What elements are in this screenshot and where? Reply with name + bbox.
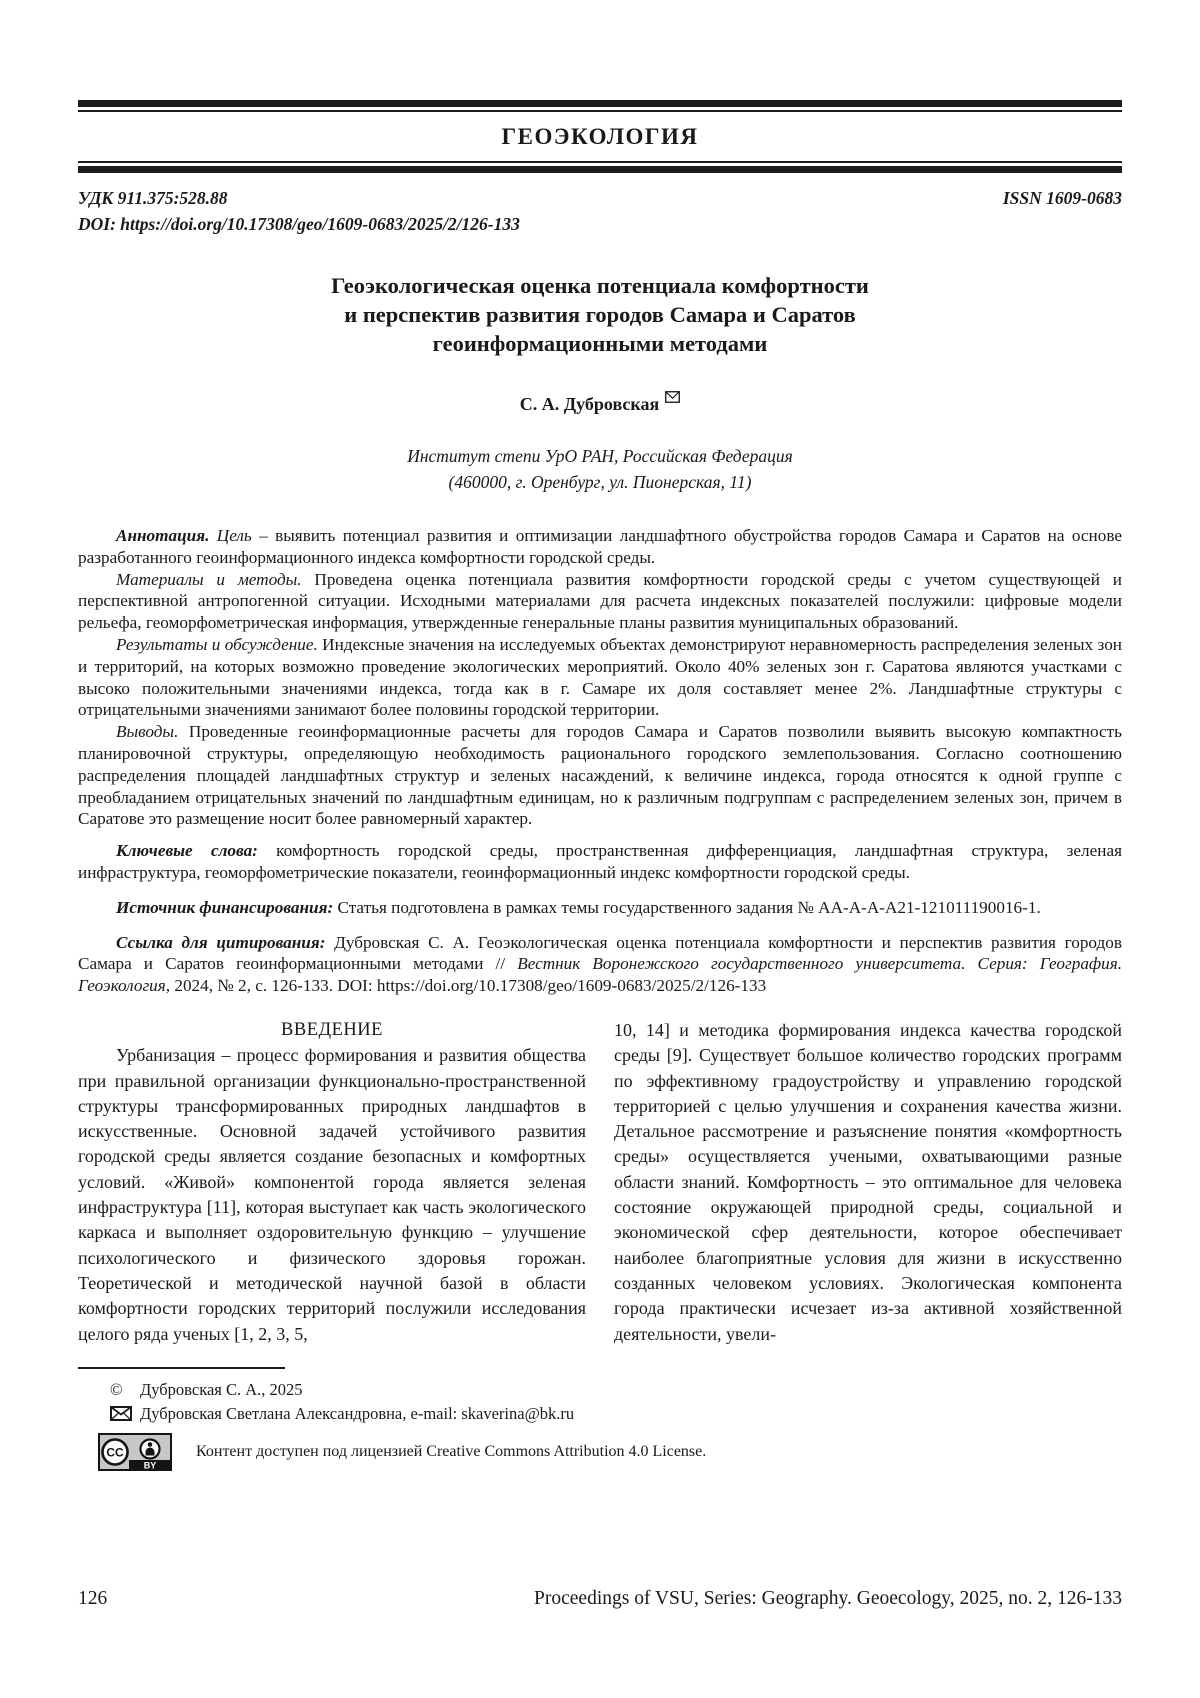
citation-paragraph [78,932,1122,997]
journal-footer-line: Proceedings of VSU, Series: Geography. Geoecology, 2025, no. 2, 126-133 [534,1588,1122,1609]
citation-journal-name: Вестник Воронежского государственного университета. Серия: География. Геоэкология [78,954,1122,996]
abstract-goal-lead: Цель [209,526,252,545]
license-text: Контент доступен под лицензией Creative Commons Attribution 4.0 License. [196,1442,707,1460]
author-name: С. А. Дубровская [519,394,660,414]
abstract-results-paragraph [78,634,1122,721]
conclusions-text: Проведенные геоинформационные расчеты для городов Самара и Саратов позволили выявить высокую компактность планировочной структуры, определяющую необходимость рационального городского землепользования. Согласно соотношению распределения площадей ландшафтных структур и зеленых насаждений, к величине индекса, города относятся к одной группе с преобладанием отрицательных значений по ландшафтным единицам, но к различным подгруппам с распределением зеленых зон, причем в Саратове это размещение носит более равномерный характер. [78,722,1122,829]
abstract-goal-paragraph [78,525,1122,569]
conclusions-label: Выводы. [116,722,179,742]
abstract-conclusions-paragraph [78,721,1122,830]
funding-paragraph [78,897,1122,919]
masthead-top-rule [78,100,1122,112]
citation-text-after: , 2024, № 2, с. 126-133. DOI: https://doi.org/10.17308/geo/1609-0683/2025/2/126-133 [165,976,767,996]
affiliation-line-2: (460000, г. Оренбург, ул. Пионерская, 11) [448,472,752,492]
bottom-thin-rule [78,161,1122,163]
email-envelope-icon [110,1406,140,1421]
footnote-rule [78,1367,285,1369]
copyright-symbol: © [110,1379,123,1399]
contact-text: Дубровская Светлана Александровна, e-mail: skaverina@bk.ru [140,1403,575,1423]
introduction-columns [78,1018,1122,1347]
title-line-2: и перспектив развития городов Самара и Саратов [344,302,856,327]
contact-line [78,1404,1122,1424]
meta-row [78,188,1122,209]
cc-badge-cc-label: CC [106,1445,124,1460]
issn-code: ISSN 1609-0683 [1002,188,1122,208]
keywords-label: Ключевые слова: [116,841,258,861]
results-text: Индексные значения на исследуемых объектах демонстрируют неравномерность распределения зеленых зон и территорий, на которых возможно проведение экологических мероприятий. Около 40% зеленых зон г. Саратова являются участками с высоко положительными значениями индекса, тогда как в г. Самаре их доля составляет менее 2%. Ландшафтные структуры с отрицательными значениями занимают более половины городской территории. [78,634,1122,720]
introduction-left-text: Урбанизация – процесс формирования и развития общества при правильной организации функционально-пространственной структуры трансформированных природных ландшафтов в искусственные. Основной задачей устойчивого развития городской среды является создание безопасных и комфортных условий. «Живой» компонентой города является зеленая инфраструктура [11], которая выступает как часть экологического каркаса и выполняет оздоровительную функцию – улучшение психологического и физического здоровья горожан. Теоретической и методической научной базой в области комфортности городских территорий послужили исследования целого ряда ученых [1, 2, 3, 5, [78,1045,586,1344]
article-title [78,271,1122,358]
abstract-goal-text: – выявить потенциал развития и оптимизации ландшафтного обустройства городов Самара и Саратов на основе разработанного геоинформационного индекса комфортности городской среды. [78,526,1122,567]
author-line [78,391,1122,415]
copyright-line [78,1380,1122,1400]
introduction-right-column [614,1018,1122,1347]
top-thick-rule [78,100,1122,107]
title-line-1: Геоэкологическая оценка потенциала комфортности [331,273,869,298]
cc-badge-by-label: BY [143,1460,157,1471]
page-number: 126 [78,1588,108,1609]
footnote-block [78,1367,1122,1471]
introduction-right-text: 10, 14] и методика формирования индекса качества городской среды [9]. Существует большое количество городских программ по эффективному градоустройству и управлению городской территорией с целью улучшения и сохранения качества жизни. Детальное рассмотрение и разъяснение понятия «комфортность среды» осуществляется учеными, охватывающими разные области знаний. Комфортность – это оптимальное для человека состояние окружающей природной среды, социальной и экономической сфер деятельности, которое обеспечивает наиболее благоприятные условия для жизни в искусственно созданных человеком условиях. Экологическая компонента города практически исчезает из-за активной хозяйственной деятельности, увели- [614,1019,1122,1344]
doi-line: DOI: https://doi.org/10.17308/geo/1609-0683/2025/2/126-133 [78,214,520,234]
citation-label: Ссылка для цитирования: [116,932,326,952]
funding-text: Статья подготовлена в рамках темы государственного задания № АА-А-А-А21-121011190016-1. [333,897,1041,917]
introduction-heading: ВВЕДЕНИЕ [281,1019,383,1040]
affiliation [78,443,1122,495]
funding-label: Источник финансирования: [116,897,334,917]
abstract-methods-paragraph [78,569,1122,634]
copyright-text: Дубровская С. А., 2025 [140,1379,303,1399]
introduction-left-column [78,1018,586,1347]
keywords-text: комфортность городской среды, пространственная дифференциация, ландшафтная структура, зеленая инфраструктура, геоморфометрические показатели, геоинформационный индекс комфортности городской среды. [78,841,1122,882]
masthead-bottom-rule [78,161,1122,173]
corresponding-author-envelope-icon [665,391,680,403]
methods-label: Материалы и методы. [116,569,302,589]
title-line-3: геоинформационными методами [432,331,768,356]
cc-by-license-badge-icon [98,1433,172,1471]
bottom-thick-rule [78,166,1122,173]
section-title: ГЕОЭКОЛОГИЯ [501,124,699,149]
udk-code: УДК 911.375:528.88 [78,188,228,208]
front-matter [78,525,1122,997]
methods-text: Проведена оценка потенциала развития комфортности городской среды с учетом существующей и перспективной антропогенной ситуации. Исходными материалами для расчета индексных показателей послужили: цифровые модели рельефа, геоморфометрическая информация, утвержденные генеральные планы развития муниципальных образований. [78,569,1123,633]
affiliation-line-1: Институт степи УрО РАН, Российская Федерация [407,446,793,466]
license-row [78,1433,1122,1471]
abstract-label: Аннотация. [116,526,210,545]
page-footer [78,1588,1122,1610]
keywords-paragraph [78,840,1122,884]
results-label: Результаты и обсуждение. [116,634,318,654]
citation-text-before: Дубровская С. А. Геоэкологическая оценка потенциала комфортности и перспектив развития городов Самара и Саратов геоинформационными методами // [78,932,1122,974]
